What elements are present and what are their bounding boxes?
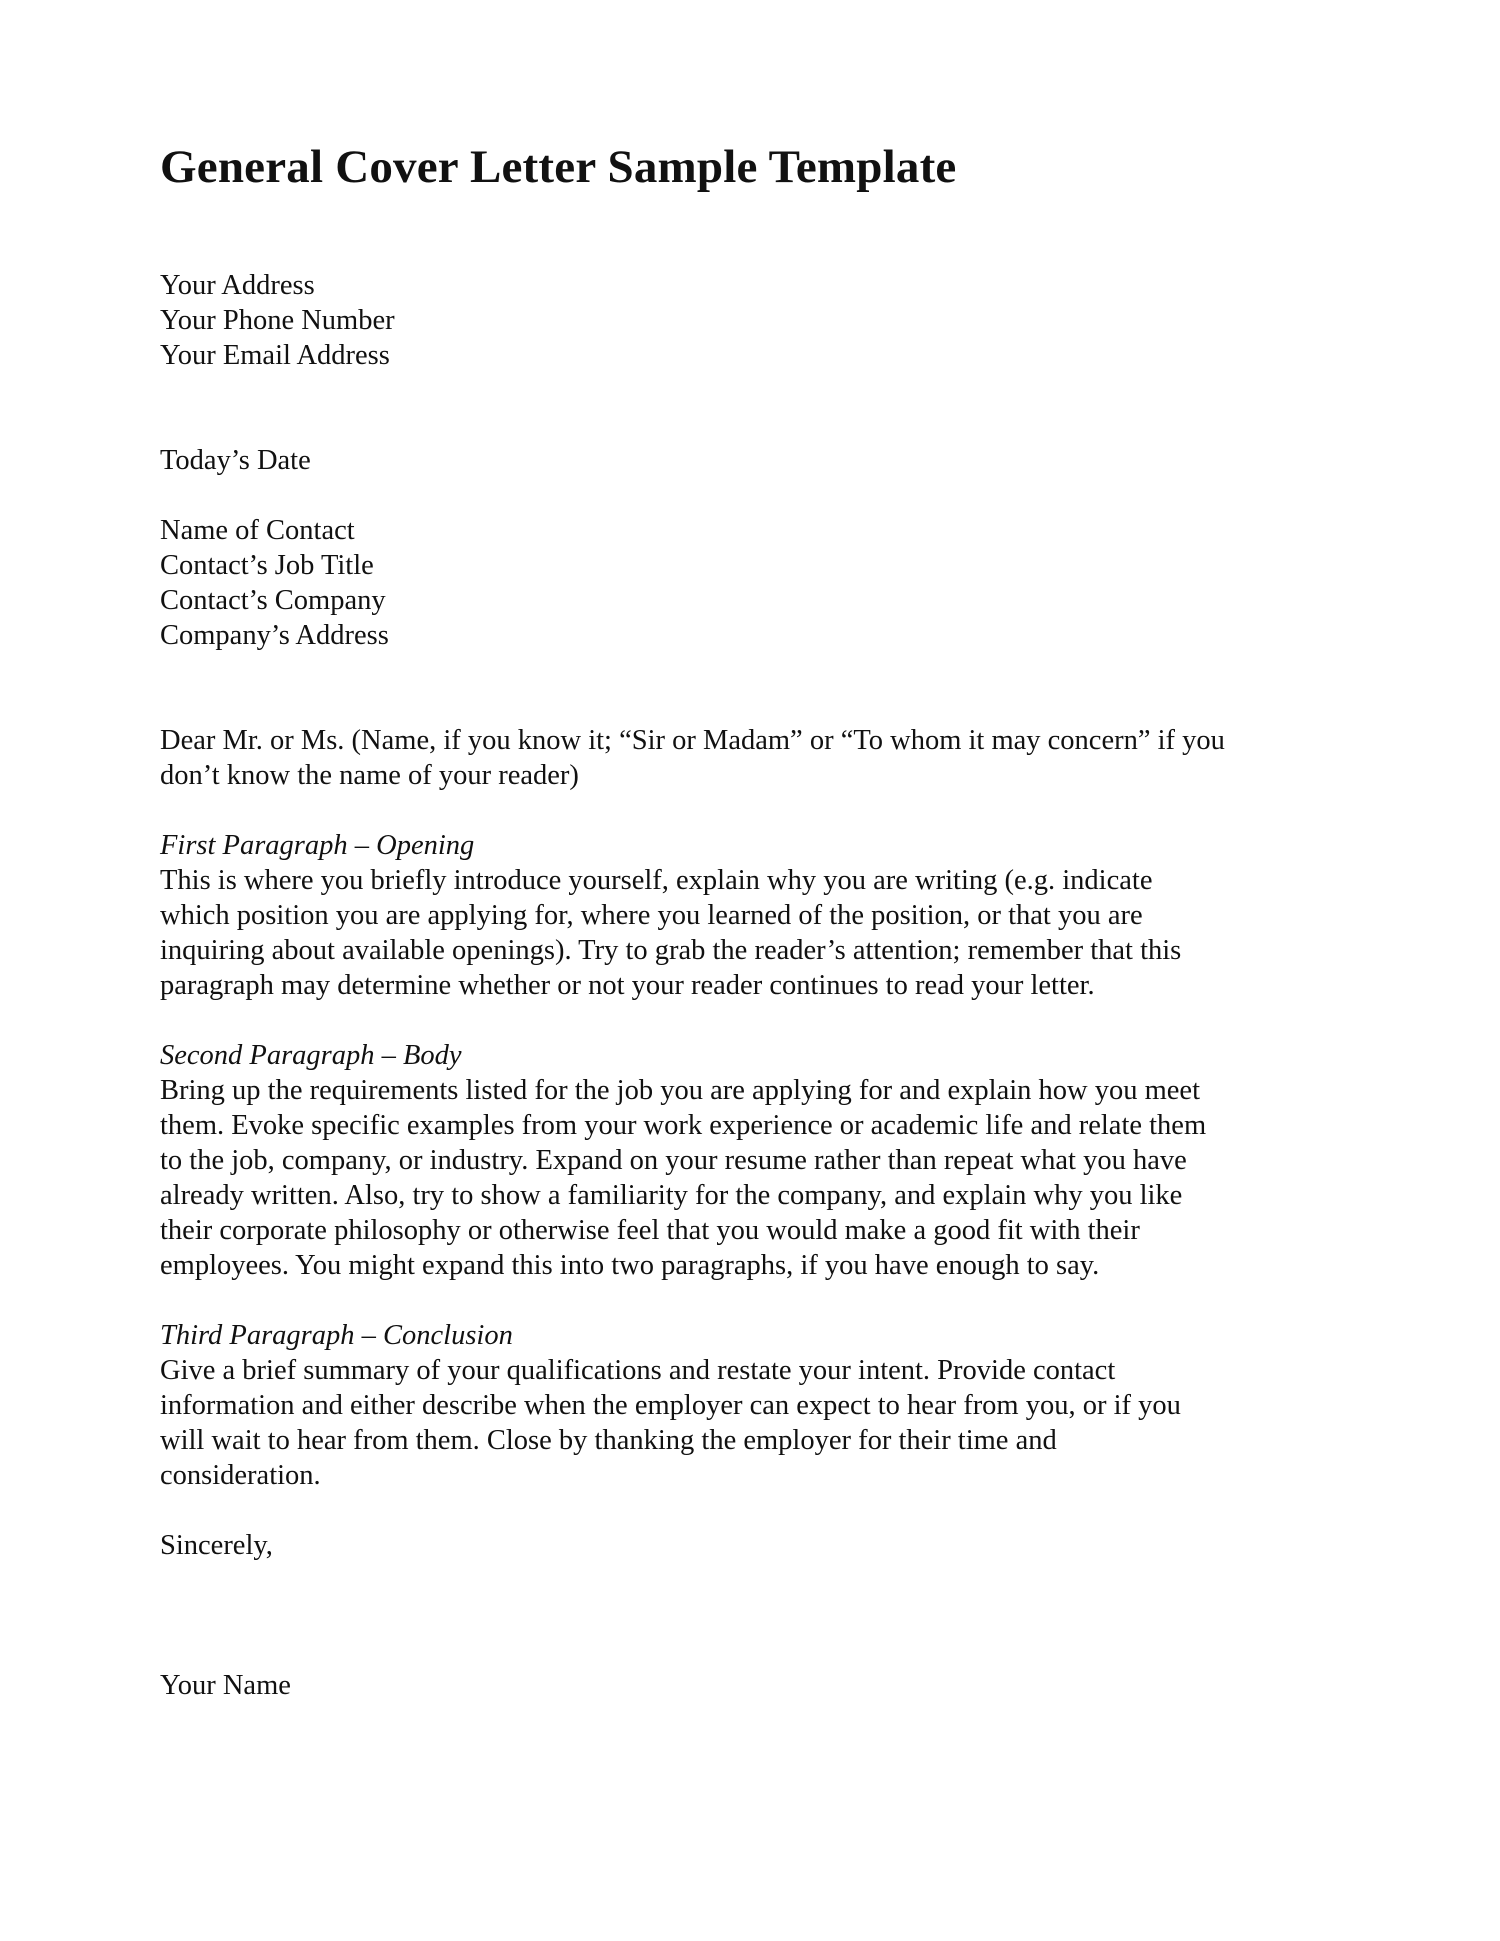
sender-phone: Your Phone Number <box>160 305 395 336</box>
paragraph-line: employees. You might expand this into two paragraphs, if you have enough to say. <box>160 1250 1100 1281</box>
paragraph-line: paragraph may determine whether or not your reader continues to read your letter. <box>160 970 1095 1001</box>
closing <box>160 1528 273 1563</box>
paragraph-line: them. Evoke specific examples from your work experience or academic life and relate them <box>160 1110 1207 1141</box>
closing-text: Sincerely, <box>160 1530 273 1561</box>
date-block <box>160 443 311 478</box>
paragraph-line: to the job, company, or industry. Expand on your resume rather than repeat what you have <box>160 1145 1187 1176</box>
recipient-address: Company’s Address <box>160 620 389 651</box>
paragraph-heading: Third Paragraph – Conclusion <box>160 1320 513 1351</box>
document-title: General Cover Letter Sample Template <box>160 141 957 193</box>
paragraph-line: which position you are applying for, where you learned of the position, or that you are <box>160 900 1143 931</box>
paragraph-line: consideration. <box>160 1460 321 1491</box>
letter-date: Today’s Date <box>160 445 311 476</box>
salutation <box>160 723 1225 793</box>
paragraph-line: will wait to hear from them. Close by thanking the employer for their time and <box>160 1425 1057 1456</box>
signature <box>160 1668 291 1703</box>
recipient-block <box>160 513 389 653</box>
paragraph-conclusion <box>160 1318 1181 1493</box>
sender-address: Your Address <box>160 270 315 301</box>
paragraph-line: information and either describe when the employer can expect to hear from you, or if you <box>160 1390 1181 1421</box>
paragraph-line: Bring up the requirements listed for the job you are applying for and explain how you meet <box>160 1075 1200 1106</box>
paragraph-heading: First Paragraph – Opening <box>160 830 475 861</box>
paragraph-line: inquiring about available openings). Try to grab the reader’s attention; remember that this <box>160 935 1182 966</box>
signature-name: Your Name <box>160 1670 291 1701</box>
paragraph-heading: Second Paragraph – Body <box>160 1040 462 1071</box>
paragraph-line: already written. Also, try to show a familiarity for the company, and explain why you like <box>160 1180 1183 1211</box>
recipient-name: Name of Contact <box>160 515 355 546</box>
paragraph-line: their corporate philosophy or otherwise feel that you would make a good fit with their <box>160 1215 1140 1246</box>
paragraph-body <box>160 1038 1206 1283</box>
paragraph-line: Give a brief summary of your qualifications and restate your intent. Provide contact <box>160 1355 1116 1386</box>
sender-block <box>160 268 395 373</box>
paragraph-line: This is where you briefly introduce yourself, explain why you are writing (e.g. indicate <box>160 865 1153 896</box>
salutation-line: don’t know the name of your reader) <box>160 760 579 791</box>
recipient-company: Contact’s Company <box>160 585 386 616</box>
paragraph-opening <box>160 828 1181 1003</box>
salutation-line: Dear Mr. or Ms. (Name, if you know it; “Sir or Madam” or “To whom it may concern” if you <box>160 725 1225 756</box>
recipient-job-title: Contact’s Job Title <box>160 550 374 581</box>
sender-email: Your Email Address <box>160 340 390 371</box>
